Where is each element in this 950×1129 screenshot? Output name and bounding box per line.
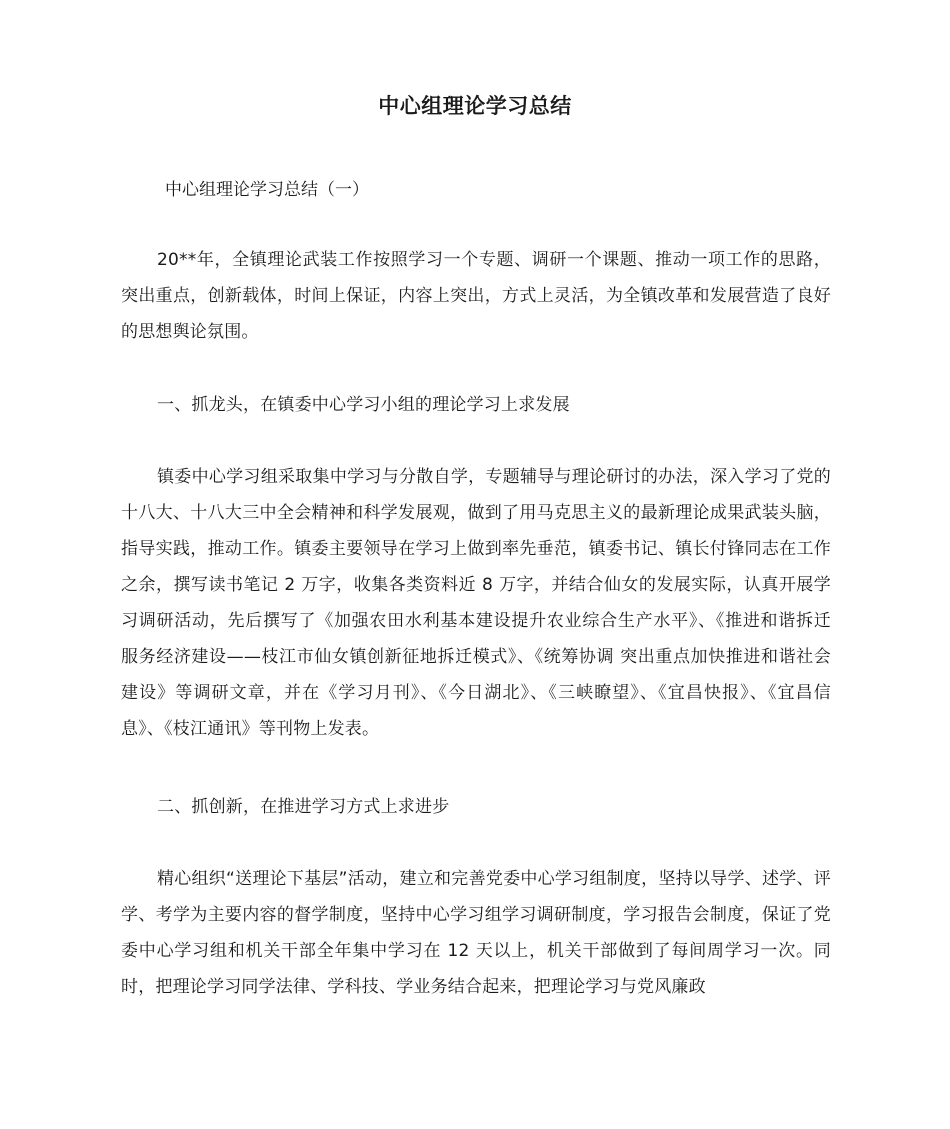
paragraph-section-1: 镇委中心学习组采取集中学习与分散自学，专题辅导与理论研讨的办法，深入学习了党的十八大、十八大三中全会精神和科学发展观，做到了用马克思主义的最新理论成果武装头脑，指导实践，推动工作。镇委主要领导在学习上做到率先垂范，镇委书记、镇长付锋同志在工作之余，撰写读书笔记 2 万字，收集各类资料近 8 万字，并结合仙女的发展实际，认真开展学习调研活动，先后撰写了《加强农田水利基本建设提升农业综合生产水平》、《推进和谐拆迁 服务经济建设——枝江市仙女镇创新征地拆迁模式》、《统筹协调 突出重点加快推进和谐社会建设》等调研文章，并在《学习月刊》、《今日湖北》、《三峡瞭望》、《宜昌快报》、《宜昌信息》、《枝江通讯》等刊物上发表。 <box>121 467 831 739</box>
paragraph-intro: 20**年，全镇理论武装工作按照学习一个专题、调研一个课题、推动一项工作的思路，突出重点，创新载体，时间上保证，内容上突出，方式上灵活，为全镇改革和发展营造了良好的思想舆论氛围。 <box>121 250 831 342</box>
paragraph-section-2: 精心组织“送理论下基层”活动，建立和完善党委中心学习组制度，坚持以导学、述学、评学、考学为主要内容的督学制度，坚持中心学习组学习调研制度，学习报告会制度，保证了党委中心学习组和机关干部全年集中学习在 12 天以上，机关干部做到了每间周学习一次。同时，把理论学习同学法律、学科技、学业务结合起来，把理论学习与党风廉政 <box>121 869 831 997</box>
section-heading-2: 二、抓创新，在推进学习方式上求进步 <box>157 797 450 817</box>
document-subtitle: 中心组理论学习总结（一） <box>165 180 369 200</box>
document-title: 中心组理论学习总结 <box>378 94 572 118</box>
section-heading-1: 一、抓龙头，在镇委中心学习小组的理论学习上求发展 <box>157 395 570 415</box>
